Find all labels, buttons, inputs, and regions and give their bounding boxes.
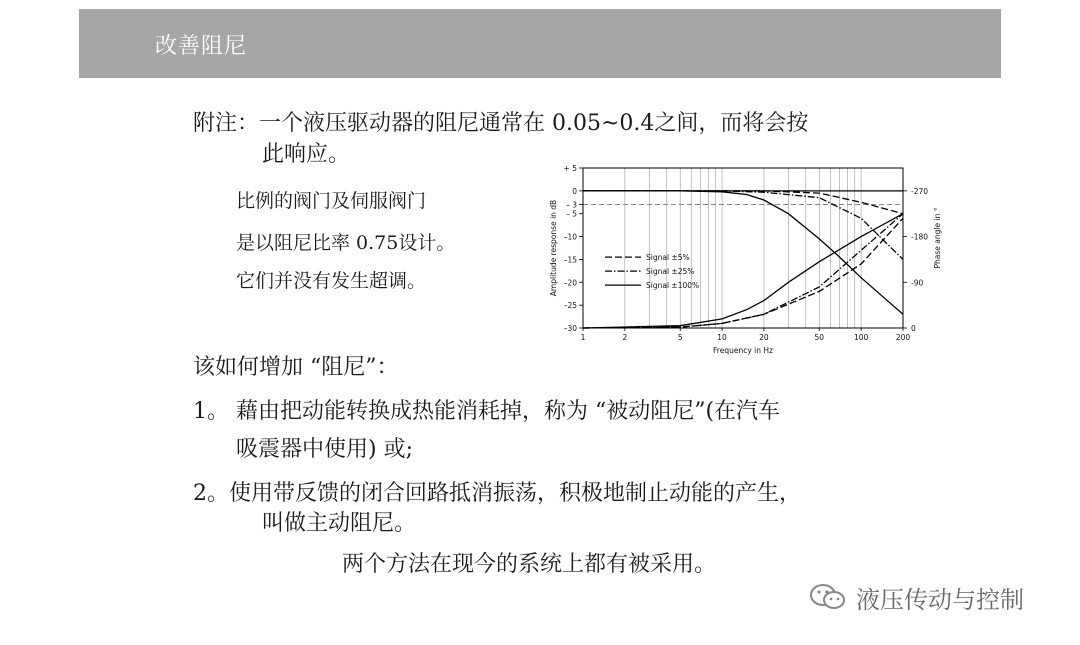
watermark — [808, 581, 1024, 613]
method-2-line-2: 叫做主动阻尼。 — [262, 511, 417, 536]
question-heading: 该如何增加 “阻尼”： — [193, 355, 399, 380]
x-tick-label: 20 — [759, 333, 769, 342]
y-tick-label: –15 — [563, 255, 577, 265]
y2-axis-label: Phase angle in ° — [933, 207, 942, 269]
method-2-line-1: 2。使用带反馈的闭合回路抵消振荡，积极地制止动能的产生， — [193, 481, 801, 506]
legend-label: Signal ±100% — [646, 281, 700, 291]
x-tick-label: 10 — [717, 333, 727, 342]
side-text-line-3: 它们并没有发生超调。 — [236, 270, 427, 292]
y-tick-label: 0 — [572, 186, 577, 196]
chart-axes — [549, 164, 942, 355]
y-tick-label: –30 — [563, 324, 577, 333]
slide-title: 改善阻尼 — [155, 34, 248, 59]
x-tick-label: 100 — [853, 333, 869, 342]
frequency-response-chart — [535, 158, 942, 360]
y-tick-label: + 5 — [563, 164, 577, 173]
x-tick-label: 50 — [814, 333, 825, 342]
x-tick-label: 200 — [895, 333, 911, 342]
y-tick-label: – 5 — [566, 209, 577, 219]
y-tick-label: –10 — [563, 232, 577, 242]
wechat-icon — [808, 582, 848, 612]
y-axis-label: Amplitude response in dB — [549, 199, 558, 297]
side-text-line-1: 比例的阀门及伺服阀门 — [236, 190, 427, 212]
legend-label: Signal ±5% — [646, 253, 690, 263]
conclusion-text: 两个方法在现今的系统上都有被采用。 — [342, 552, 717, 577]
watermark-text: 液压传动与控制 — [856, 585, 1024, 614]
legend-label: Signal ±25% — [646, 267, 695, 277]
x-tick-label: 5 — [677, 333, 683, 342]
y-tick-label: –25 — [563, 301, 577, 311]
method-1-line-1: 1。 藉由把动能转换成热能消耗掉，称为 “被动阻尼”(在汽车 — [193, 399, 781, 424]
note-line-2: 此响应。 — [262, 142, 351, 167]
note-line-1: 附注：一个液压驱动器的阻尼通常在 0.05~0.4之间，而将会按 — [193, 111, 809, 136]
x-tick-label: 1 — [580, 333, 586, 342]
y-tick-label: – 3 — [566, 200, 577, 210]
y2-tick-label: -270 — [911, 186, 929, 196]
slide-header — [79, 9, 1001, 78]
y2-tick-label: 0 — [911, 324, 916, 333]
y-tick-label: –20 — [563, 278, 577, 288]
y2-tick-label: -180 — [911, 232, 929, 242]
x-axis-label: Frequency in Hz — [713, 346, 773, 355]
side-text-line-2: 是以阻尼比率 0.75设计。 — [236, 232, 456, 254]
y2-tick-label: -90 — [911, 278, 924, 288]
method-1-line-2: 吸震器中使用) 或; — [236, 437, 413, 462]
x-tick-label: 2 — [622, 333, 628, 342]
chart-legend — [605, 253, 699, 290]
